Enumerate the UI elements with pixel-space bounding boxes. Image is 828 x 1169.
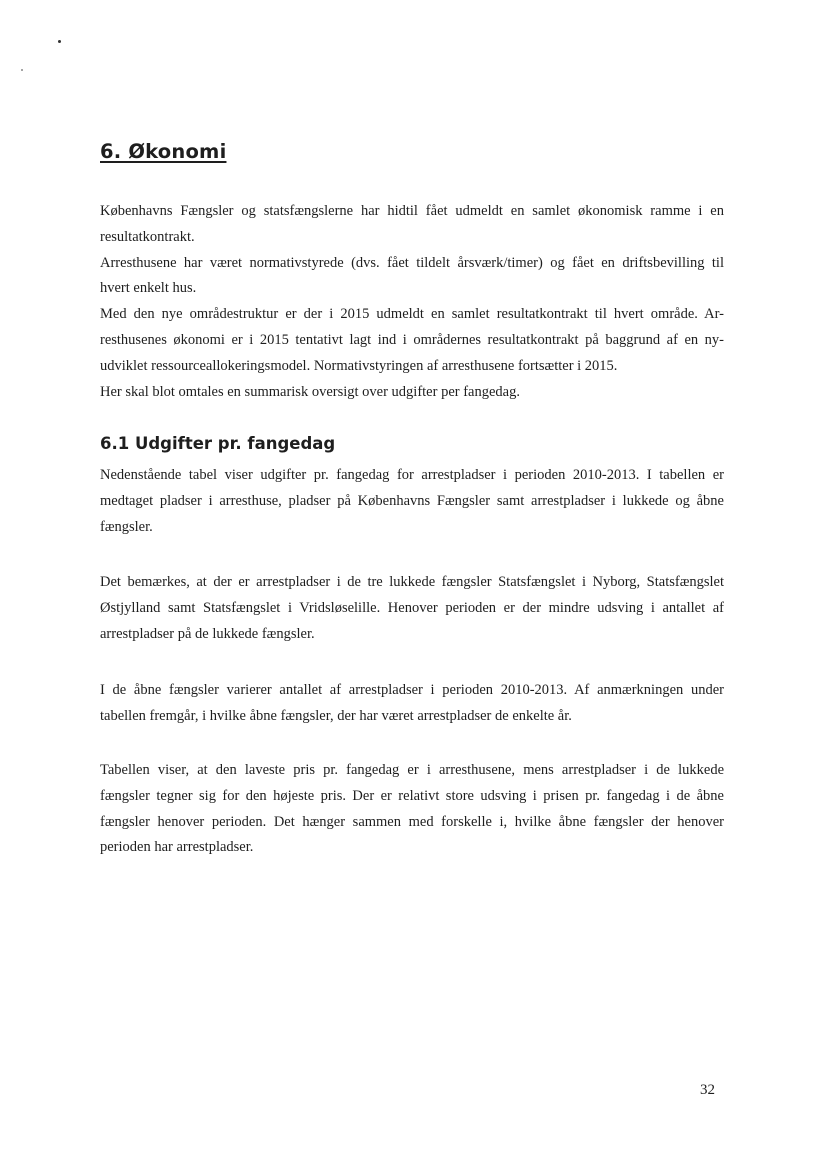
paragraph-line: Med den nye områdestruktur er der i 2015 udmeldt en samlet resultatkontrakt til hvert område. Ar- bbox=[100, 306, 724, 323]
paragraph-line: udviklet ressourceallokeringsmodel. Normativstyringen af arresthusene fortsætter i 2015. bbox=[100, 357, 618, 374]
paragraph-price-findings bbox=[100, 758, 724, 861]
scan-speck bbox=[58, 40, 61, 43]
paragraph-line: Her skal blot omtales en summarisk oversigt over udgifter per fangedag. bbox=[100, 383, 520, 400]
paragraph-line: fængsler henover perioden. Det hænger sammen med forskelle i, hvilke åbne fængsler der henover bbox=[100, 813, 724, 830]
paragraph-open-prisons bbox=[100, 678, 724, 730]
paragraph-economy-intro bbox=[100, 199, 724, 405]
paragraph-line: resultatkontrakt. bbox=[100, 228, 195, 245]
paragraph-line: arrestpladser på de lukkede fængsler. bbox=[100, 625, 315, 642]
paragraph-line: tabellen fremgår, i hvilke åbne fængsler, der har været arrestpladser de enkelte år. bbox=[100, 707, 572, 724]
scan-speck bbox=[21, 69, 23, 71]
paragraph-line: I de åbne fængsler varierer antallet af arrestpladser i perioden 2010-2013. Af anmærkningen under bbox=[100, 682, 724, 698]
paragraph-closed-prisons bbox=[100, 570, 724, 647]
paragraph-line: hvert enkelt hus. bbox=[100, 280, 197, 297]
paragraph-line: Arresthusene har været normativstyrede (dvs. fået tildelt årsværk/timer) og fået en driftsbevilling til bbox=[100, 254, 724, 271]
page-number: 32 bbox=[700, 1082, 715, 1098]
section-title: 6. Økonomi bbox=[100, 140, 227, 163]
paragraph-line: fængsler tegner sig for den højeste pris. Der er relativt store udsving i prisen pr. fangedag i de åbne bbox=[100, 787, 724, 804]
paragraph-line: Tabellen viser, at den laveste pris pr. fangedag er i arresthusene, mens arrestpladser i de lukkede bbox=[100, 762, 724, 778]
paragraph-line: fængsler. bbox=[100, 518, 153, 535]
paragraph-line: Det bemærkes, at der er arrestpladser i de tre lukkede fængsler Statsfængslet i Nyborg, Statsfængslet bbox=[100, 574, 724, 590]
paragraph-line: perioden har arrestpladser. bbox=[100, 839, 254, 856]
paragraph-table-intro bbox=[100, 463, 724, 540]
subsection-title: 6.1 Udgifter pr. fangedag bbox=[100, 434, 336, 453]
paragraph-line: resthusenes økonomi er i 2015 tentativt lagt ind i områdernes resultatkontrakt på baggrund af en ny- bbox=[100, 331, 724, 348]
paragraph-line: Østjylland samt Statsfængslet i Vridsløselille. Henover perioden er der mindre udsving i antallet af bbox=[100, 599, 724, 616]
paragraph-line: medtaget pladser i arresthuse, pladser på Københavns Fængsler samt arrestpladser i lukkede og åbne bbox=[100, 492, 724, 509]
paragraph-line: Nedenstående tabel viser udgifter pr. fangedag for arrestpladser i perioden 2010-2013. I tabellen er bbox=[100, 467, 724, 483]
paragraph-line: Københavns Fængsler og statsfængslerne har hidtil fået udmeldt en samlet økonomisk ramme i en bbox=[100, 203, 724, 219]
